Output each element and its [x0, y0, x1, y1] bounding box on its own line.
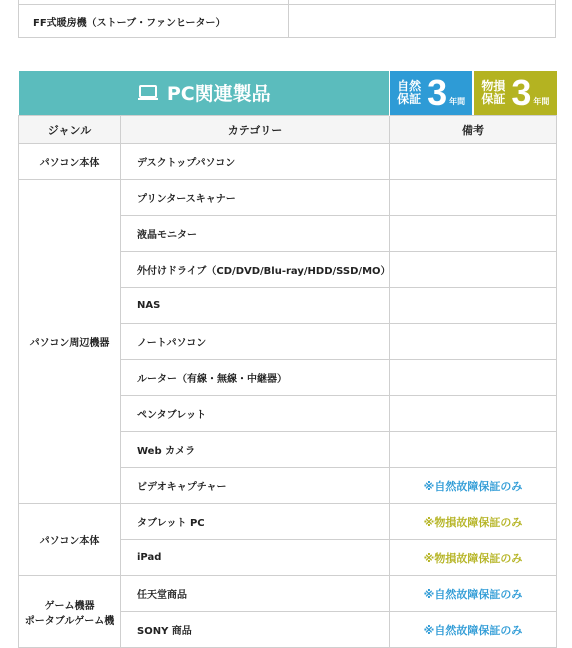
category-cell: タブレット PC — [121, 504, 390, 540]
column-header-notes: 備考 — [390, 116, 557, 144]
note-cell: ※物損故障保証のみ — [390, 504, 557, 540]
column-header-category: カテゴリー — [121, 116, 390, 144]
section-title: PC関連製品 — [166, 83, 271, 106]
note-cell: ※自然故障保証のみ — [390, 468, 557, 504]
category-cell: 液晶モニター — [121, 216, 390, 252]
genre-cell: パソコン周辺機器 — [19, 180, 121, 504]
table-row — [19, 144, 557, 180]
note-cell — [390, 252, 557, 288]
category-cell: 任天堂商品 — [121, 576, 390, 612]
note-cell — [390, 432, 557, 468]
note-cell — [390, 288, 557, 324]
previous-table-tail — [18, 0, 556, 38]
category-cell: 外付けドライブ（CD/DVD/Blu-ray/HDD/SSD/MO） — [121, 252, 390, 288]
category-cell: SONY 商品 — [121, 612, 390, 648]
note-cell: ※物損故障保証のみ — [390, 540, 557, 576]
genre-cell: ゲーム機器 ポータブルゲーム機 — [19, 576, 121, 648]
category-cell: ビデオキャプチャー — [121, 468, 390, 504]
genre-cell: パソコン本体 — [19, 504, 121, 576]
category-cell: プリンタースキャナー — [121, 180, 390, 216]
note-cell — [390, 396, 557, 432]
category-cell: FF式暖房機（ストーブ・ファンヒーター） — [19, 5, 289, 38]
table-row — [19, 180, 557, 216]
note-cell — [390, 144, 557, 180]
note-cell — [390, 324, 557, 360]
natural-warranty-badge: 自然 保証 3 年間 — [390, 71, 472, 115]
damage-warranty-badge: 物損 保証 3 年間 — [474, 71, 556, 115]
note-cell — [390, 216, 557, 252]
note-cell — [390, 360, 557, 396]
pc-products-table — [18, 71, 557, 648]
section-header — [19, 71, 390, 116]
category-cell: ペンタブレット — [121, 396, 390, 432]
category-cell: NAS — [121, 288, 390, 324]
category-cell: Web カメラ — [121, 432, 390, 468]
genre-cell: パソコン本体 — [19, 144, 121, 180]
column-header-genre: ジャンル — [19, 116, 121, 144]
category-cell: iPad — [121, 540, 390, 576]
category-cell: ノートパソコン — [121, 324, 390, 360]
category-cell: デスクトップパソコン — [121, 144, 390, 180]
note-cell — [390, 180, 557, 216]
note-cell: ※自然故障保証のみ — [390, 576, 557, 612]
table-row — [19, 576, 557, 612]
note-cell — [289, 5, 556, 38]
category-cell: ルーター（有線・無線・中継器） — [121, 360, 390, 396]
table-row — [19, 504, 557, 540]
note-cell: ※自然故障保証のみ — [390, 612, 557, 648]
laptop-icon — [137, 84, 159, 102]
